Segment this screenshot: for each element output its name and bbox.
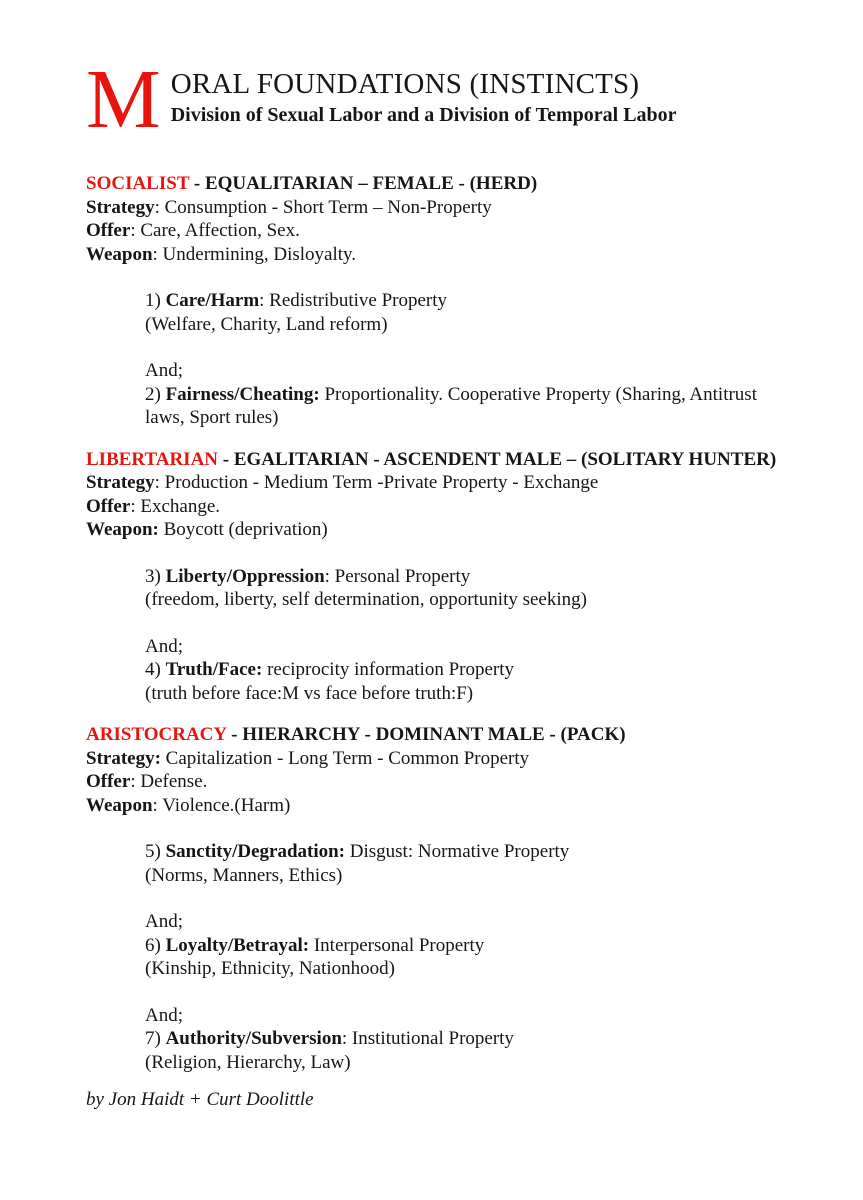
item-number: 2) xyxy=(145,383,166,405)
byline: by Jon Haidt + Curt Doolittle xyxy=(86,1089,314,1111)
foundation-item-7 xyxy=(145,1004,767,1075)
attr-weapon xyxy=(86,243,785,267)
item-lead: And; xyxy=(145,1004,183,1026)
attr-value: : Exchange. xyxy=(130,495,220,517)
item-desc: : Redistributive Property xyxy=(259,290,448,312)
item-term: Fairness/Cheating: xyxy=(165,383,320,405)
attr-label: Offer xyxy=(86,495,131,517)
foundation-item-6 xyxy=(145,910,767,981)
attr-weapon xyxy=(86,794,785,818)
item-number: 4) xyxy=(145,659,166,681)
foundation-items xyxy=(145,289,767,430)
attr-label: Strategy: xyxy=(86,747,161,769)
item-main xyxy=(145,1027,767,1051)
item-lead: And; xyxy=(145,635,183,657)
item-term: Authority/Subversion xyxy=(165,1028,342,1050)
attr-label: Weapon xyxy=(86,243,153,265)
section-libertarian xyxy=(86,448,785,706)
item-paren: (truth before face:M vs face before truth:F) xyxy=(145,682,474,704)
foundation-items xyxy=(145,840,767,1074)
item-main xyxy=(145,383,767,430)
item-desc: : Institutional Property xyxy=(341,1028,514,1050)
item-desc: Disgust: Normative Property xyxy=(345,841,570,863)
item-term: Loyalty/Betrayal: xyxy=(165,934,310,956)
item-number: 3) xyxy=(145,565,166,587)
foundation-items xyxy=(145,565,767,706)
section-socialist xyxy=(86,172,785,430)
attr-strategy xyxy=(86,747,785,771)
attr-value: : Undermining, Disloyalty. xyxy=(152,243,357,265)
attr-offer xyxy=(86,219,785,243)
section-heading xyxy=(86,723,785,747)
foundation-item-4 xyxy=(145,635,767,706)
attr-weapon xyxy=(86,518,785,542)
item-paren: (Welfare, Charity, Land reform) xyxy=(145,313,388,335)
item-paren: (freedom, liberty, self determination, opportunity seeking) xyxy=(145,589,587,611)
item-term: Liberty/Oppression xyxy=(165,565,325,587)
item-desc: : Personal Property xyxy=(324,565,471,587)
item-main xyxy=(145,658,767,682)
item-main xyxy=(145,934,767,958)
item-term: Truth/Face: xyxy=(165,659,263,681)
attr-label: Strategy xyxy=(86,472,155,494)
attr-label: Weapon: xyxy=(86,519,159,541)
section-aristocracy xyxy=(86,723,785,1074)
item-main xyxy=(145,840,767,864)
attr-value: : Care, Affection, Sex. xyxy=(130,220,300,242)
item-paren: (Religion, Hierarchy, Law) xyxy=(145,1051,351,1073)
item-main xyxy=(145,289,767,313)
attr-strategy xyxy=(86,196,785,220)
attr-label: Strategy xyxy=(86,196,155,218)
item-number: 1) xyxy=(145,290,166,312)
attr-value: : Defense. xyxy=(130,771,208,793)
item-desc: Interpersonal Property xyxy=(309,934,485,956)
attr-label: Offer xyxy=(86,771,131,793)
attr-value: Capitalization - Long Term - Common Property xyxy=(160,747,530,769)
attr-value: : Consumption - Short Term – Non-Property xyxy=(154,196,492,218)
foundation-item-2 xyxy=(145,359,767,430)
attr-value: : Violence.(Harm) xyxy=(152,794,291,816)
attr-offer xyxy=(86,495,785,519)
section-heading xyxy=(86,448,785,472)
foundation-item-3 xyxy=(145,565,767,612)
item-term: Care/Harm xyxy=(165,290,260,312)
item-number: 7) xyxy=(145,1028,166,1050)
section-heading-rest: - EQUALITARIAN – FEMALE - (HERD) xyxy=(189,173,538,195)
item-paren: (Kinship, Ethnicity, Nationhood) xyxy=(145,958,395,980)
foundation-item-5 xyxy=(145,840,767,887)
attr-label: Offer xyxy=(86,220,131,242)
item-desc: reciprocity information Property xyxy=(262,659,515,681)
section-label: LIBERTARIAN xyxy=(86,448,219,470)
section-heading-rest: - EGALITARIAN - ASCENDENT MALE – (SOLITARY HUNTER) xyxy=(218,448,777,470)
foundation-item-1 xyxy=(145,289,767,336)
item-paren: (Norms, Manners, Ethics) xyxy=(145,864,343,886)
page-subtitle: Division of Sexual Labor and a Division of Temporal Labor xyxy=(170,103,677,126)
attr-value: : Production - Medium Term -Private Property - Exchange xyxy=(154,472,599,494)
item-number: 5) xyxy=(145,841,166,863)
attr-strategy xyxy=(86,471,785,495)
section-label: ARISTOCRACY xyxy=(86,724,227,746)
attr-label: Weapon xyxy=(86,794,153,816)
attr-offer xyxy=(86,770,785,794)
section-heading xyxy=(86,172,785,196)
section-heading-rest: - HIERARCHY - DOMINANT MALE - (PACK) xyxy=(226,724,626,746)
page-title: ORAL FOUNDATIONS (INSTINCTS) xyxy=(170,68,640,100)
item-term: Sanctity/Degradation: xyxy=(165,841,346,863)
item-lead: And; xyxy=(145,911,183,933)
attr-value: Boycott (deprivation) xyxy=(158,519,328,541)
dropcap-m: M xyxy=(86,53,161,146)
masthead-text xyxy=(171,70,677,127)
section-label: SOCIALIST xyxy=(86,173,190,195)
item-desc: Proportionality. Cooperative Property (Sharing, Antitrust laws, Sport rules) xyxy=(145,383,757,429)
item-lead: And; xyxy=(145,360,183,382)
item-main xyxy=(145,565,767,589)
document-header xyxy=(86,53,785,146)
item-number: 6) xyxy=(145,934,166,956)
